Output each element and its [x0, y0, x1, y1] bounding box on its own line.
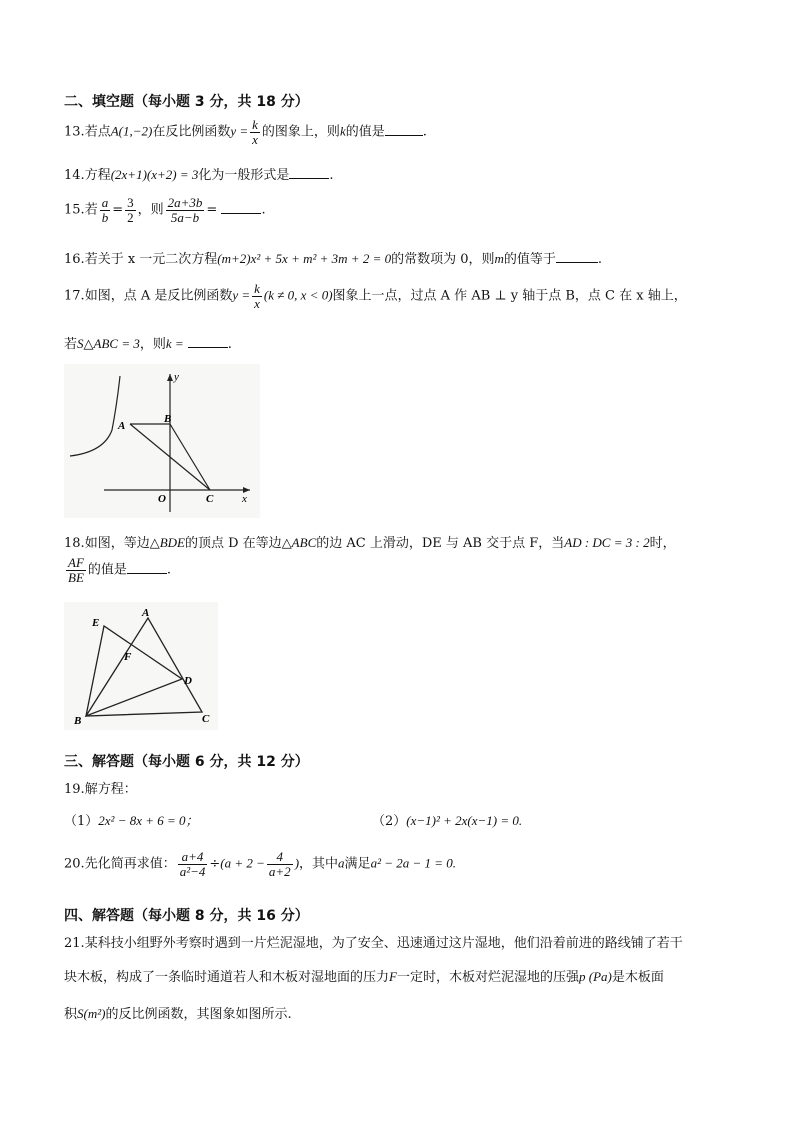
- q15-text-a: 若: [84, 202, 98, 218]
- q20-number: 20.: [64, 856, 85, 872]
- q15-fraction-ab: [100, 196, 111, 224]
- q20-text-f: 满足: [344, 856, 371, 872]
- question-13: 13.若点A(1,−2)在反比例函数y = $\frac{k}{x}$ 的图象上，则k的值是 .: [64, 117, 427, 147]
- q18-answer-blank: [127, 572, 167, 574]
- q17-label-B: B: [164, 413, 172, 425]
- q18-label-E: E: [92, 617, 100, 629]
- q20-condition: a² − 2a − 1 = 0.: [370, 855, 457, 871]
- q15-equals-2: =: [206, 202, 218, 218]
- question-21-line3: [64, 1003, 292, 1022]
- q16-text-e: 的值等于: [503, 252, 556, 267]
- q14-text-a: 方程: [84, 168, 111, 183]
- q15-equals: =: [112, 202, 124, 218]
- q14-answer-blank: [289, 177, 329, 179]
- section-4-heading: 四、解答题（每小题 8 分，共 16 分）: [64, 908, 309, 924]
- q21-line3-a: 积: [64, 1007, 78, 1022]
- q20-fraction-1: [178, 850, 208, 878]
- q20-paren-expr: (a + 2 −: [220, 855, 265, 871]
- q16-m: m: [494, 251, 504, 266]
- q18-text-e: 的边 AC 上滑动，DE 与 AB 交于点 F，当: [316, 536, 565, 551]
- q16-answer-blank: [556, 261, 598, 263]
- q13-k: k: [339, 123, 346, 139]
- question-14: 14.方程(2x+1)(x+2) = 3化为一般形式是 .: [64, 167, 334, 183]
- q17-label-O: O: [158, 493, 166, 505]
- q16-text-c: 的常数项为 0，则: [391, 252, 495, 267]
- q21-number: 21.: [64, 936, 85, 951]
- q18-text-c: 的顶点 D 在等边: [184, 536, 282, 551]
- q19-equation-1: 2x² − 8x + 6 = 0；: [98, 813, 199, 828]
- q17-text-then: ，则: [139, 337, 166, 352]
- q17-answer-blank: [188, 346, 228, 348]
- q19-number: 19.: [64, 782, 85, 797]
- q13-point: A(1,−2): [110, 123, 153, 139]
- question-17: [64, 282, 687, 310]
- q18-label-F: F: [124, 651, 132, 663]
- q20-divide: ÷: [209, 856, 221, 872]
- q21-line2-e: 是木板面: [611, 970, 664, 985]
- q17-condition: (k ≠ 0, x < 0): [263, 287, 333, 303]
- q18-figure: [64, 602, 218, 730]
- q21-line3-c: 的反比例函数，其图象如图所示.: [105, 1007, 292, 1022]
- q17-number: 17.: [64, 288, 85, 304]
- q13-y: y =: [230, 123, 249, 139]
- q17-frac-den: x: [254, 295, 260, 311]
- q17-text-a: 如图，点 A 是反比例函数: [84, 288, 233, 304]
- q13-text-c: 在反比例函数: [152, 124, 231, 140]
- q15-number: 15.: [64, 202, 85, 218]
- q14-text-c: 化为一般形式是: [198, 168, 290, 183]
- q17-y: y =: [232, 287, 251, 303]
- q20-f2-den: a+2: [268, 863, 291, 879]
- q18-label-B: B: [74, 715, 82, 727]
- q19-equation-2: (x−1)² + 2x(x−1) = 0.: [406, 813, 523, 828]
- q20-fraction-2: [267, 850, 293, 878]
- q17-figure-svg: [64, 364, 260, 518]
- q18-label-D: D: [184, 675, 192, 687]
- q16-text-a: 若关于 x 一元二次方程: [84, 252, 218, 267]
- question-15: 15.若 $\frac{a}{b}$ = $\frac{3}{2}$ ，则 $\frac{2a+3b}{5a-b}$ = .: [64, 195, 266, 225]
- q17-frac-num: k: [254, 281, 260, 296]
- q20-a: a: [338, 855, 345, 871]
- q17-label-x: x: [242, 493, 247, 505]
- q15-f1-den: b: [101, 209, 109, 225]
- q16-equation: (m+2)x² + 5x + m² + 3m + 2 = 0: [217, 251, 392, 266]
- q19-part-1: [64, 810, 199, 829]
- q14-equation: (2x+1)(x+2) = 3: [110, 167, 199, 182]
- q21-line1: 某科技小组野外考察时遇到一片烂泥湿地，为了安全、迅速通过这片湿地，他们沿着前进的路线铺了若干: [84, 936, 683, 951]
- q13-fraction: [250, 118, 260, 146]
- q15-f3-num: 2a+3b: [167, 195, 203, 210]
- q13-frac-den: x: [252, 131, 258, 147]
- q20-f1-num: a+4: [178, 850, 208, 865]
- q19-part1-label: （1）: [64, 814, 99, 829]
- q21-line2-c: 一定时，木板对烂泥湿地的压强: [396, 970, 579, 985]
- question-20: [64, 850, 456, 878]
- q15-fraction-32: [125, 196, 136, 224]
- q20-text-a: 先化简再求值：: [84, 856, 176, 872]
- q21-pressure: p (Pa): [578, 969, 612, 984]
- q13-text-a: 若点: [84, 124, 111, 140]
- question-19: [64, 778, 137, 797]
- q18-frac-num: AF: [68, 555, 84, 570]
- q19-part-2: [372, 810, 522, 829]
- q17-label-A: A: [118, 420, 126, 432]
- q21-area: S(m²): [77, 1006, 106, 1021]
- section-2-heading: 二、填空题（每小题 3 分，共 18 分）: [64, 94, 309, 110]
- q15-answer-blank: [221, 212, 261, 214]
- q20-text-d: ，其中: [299, 856, 339, 872]
- q18-triangle-bde: △BDE: [149, 535, 185, 550]
- q17-k-equals: k =: [165, 336, 184, 351]
- q18-ratio: AD : DC = 3 : 2: [564, 535, 650, 550]
- q18-text-a: 如图，等边: [84, 536, 150, 551]
- q17-text-c: 图象上一点，过点 A 作 AB ⊥ y 轴于点 B，点 C 在 x 轴上，: [332, 288, 687, 304]
- q15-f3-den: 5a−b: [170, 209, 200, 225]
- q19-part2-label: （2）: [372, 814, 407, 829]
- q19-text-a: 解方程：: [84, 782, 137, 797]
- q21-line2-a: 块木板，构成了一条临时通道若人和木板对湿地面的压力: [64, 970, 390, 985]
- q17-label-y: y: [174, 371, 179, 383]
- q18-figure-svg: [64, 602, 218, 730]
- q14-number: 14.: [64, 168, 85, 183]
- q13-text-g: 的值是: [345, 124, 385, 140]
- question-18: [64, 532, 676, 551]
- q18-label-C: C: [202, 713, 210, 725]
- q17-area: S△ABC = 3: [77, 336, 140, 351]
- q13-number: 13.: [64, 124, 85, 140]
- q18-text-g: 时，: [649, 536, 676, 551]
- q18-label-A: A: [142, 607, 150, 619]
- q13-text-e: 的图象上，则: [261, 124, 340, 140]
- section-3-heading: 三、解答题（每小题 6 分，共 12 分）: [64, 754, 309, 770]
- q18-number: 18.: [64, 536, 85, 551]
- q20-f2-num: 4: [267, 850, 293, 865]
- q18-fraction: [66, 556, 86, 584]
- q21-force: F: [389, 969, 397, 984]
- q13-frac-num: k: [252, 117, 258, 132]
- question-16: 16.若关于 x 一元二次方程(m+2)x² + 5x + m² + 3m + 2 = 0的常数项为 0，则m的值等于 .: [64, 251, 603, 267]
- q16-number: 16.: [64, 252, 85, 267]
- q17-fraction: [252, 282, 262, 310]
- question-17-line2: 若S△ABC = 3，则k = .: [64, 336, 232, 352]
- q15-f1-num: a: [101, 195, 109, 210]
- q15-fraction-expr: [166, 196, 205, 224]
- q17-figure: [64, 364, 260, 518]
- q18-frac-den: BE: [68, 569, 84, 585]
- q15-f2-den: 2: [127, 209, 134, 225]
- question-18-line2: $\frac{AF}{BE}$ 的值是 .: [68, 555, 172, 585]
- q17-label-C: C: [206, 493, 214, 505]
- q18-triangle-abc: △ABC: [281, 535, 317, 550]
- question-21-line2: [64, 966, 664, 985]
- q20-close-paren: ): [294, 855, 300, 871]
- q15-f2-num: 3: [127, 195, 134, 210]
- question-21-line1: [64, 932, 683, 951]
- q20-f1-den: a²−4: [179, 863, 206, 879]
- q18-text-h: 的值是: [87, 562, 127, 578]
- q15-text-b: ，则: [137, 202, 164, 218]
- q17-text-if: 若: [64, 337, 78, 352]
- q13-answer-blank: [385, 134, 423, 136]
